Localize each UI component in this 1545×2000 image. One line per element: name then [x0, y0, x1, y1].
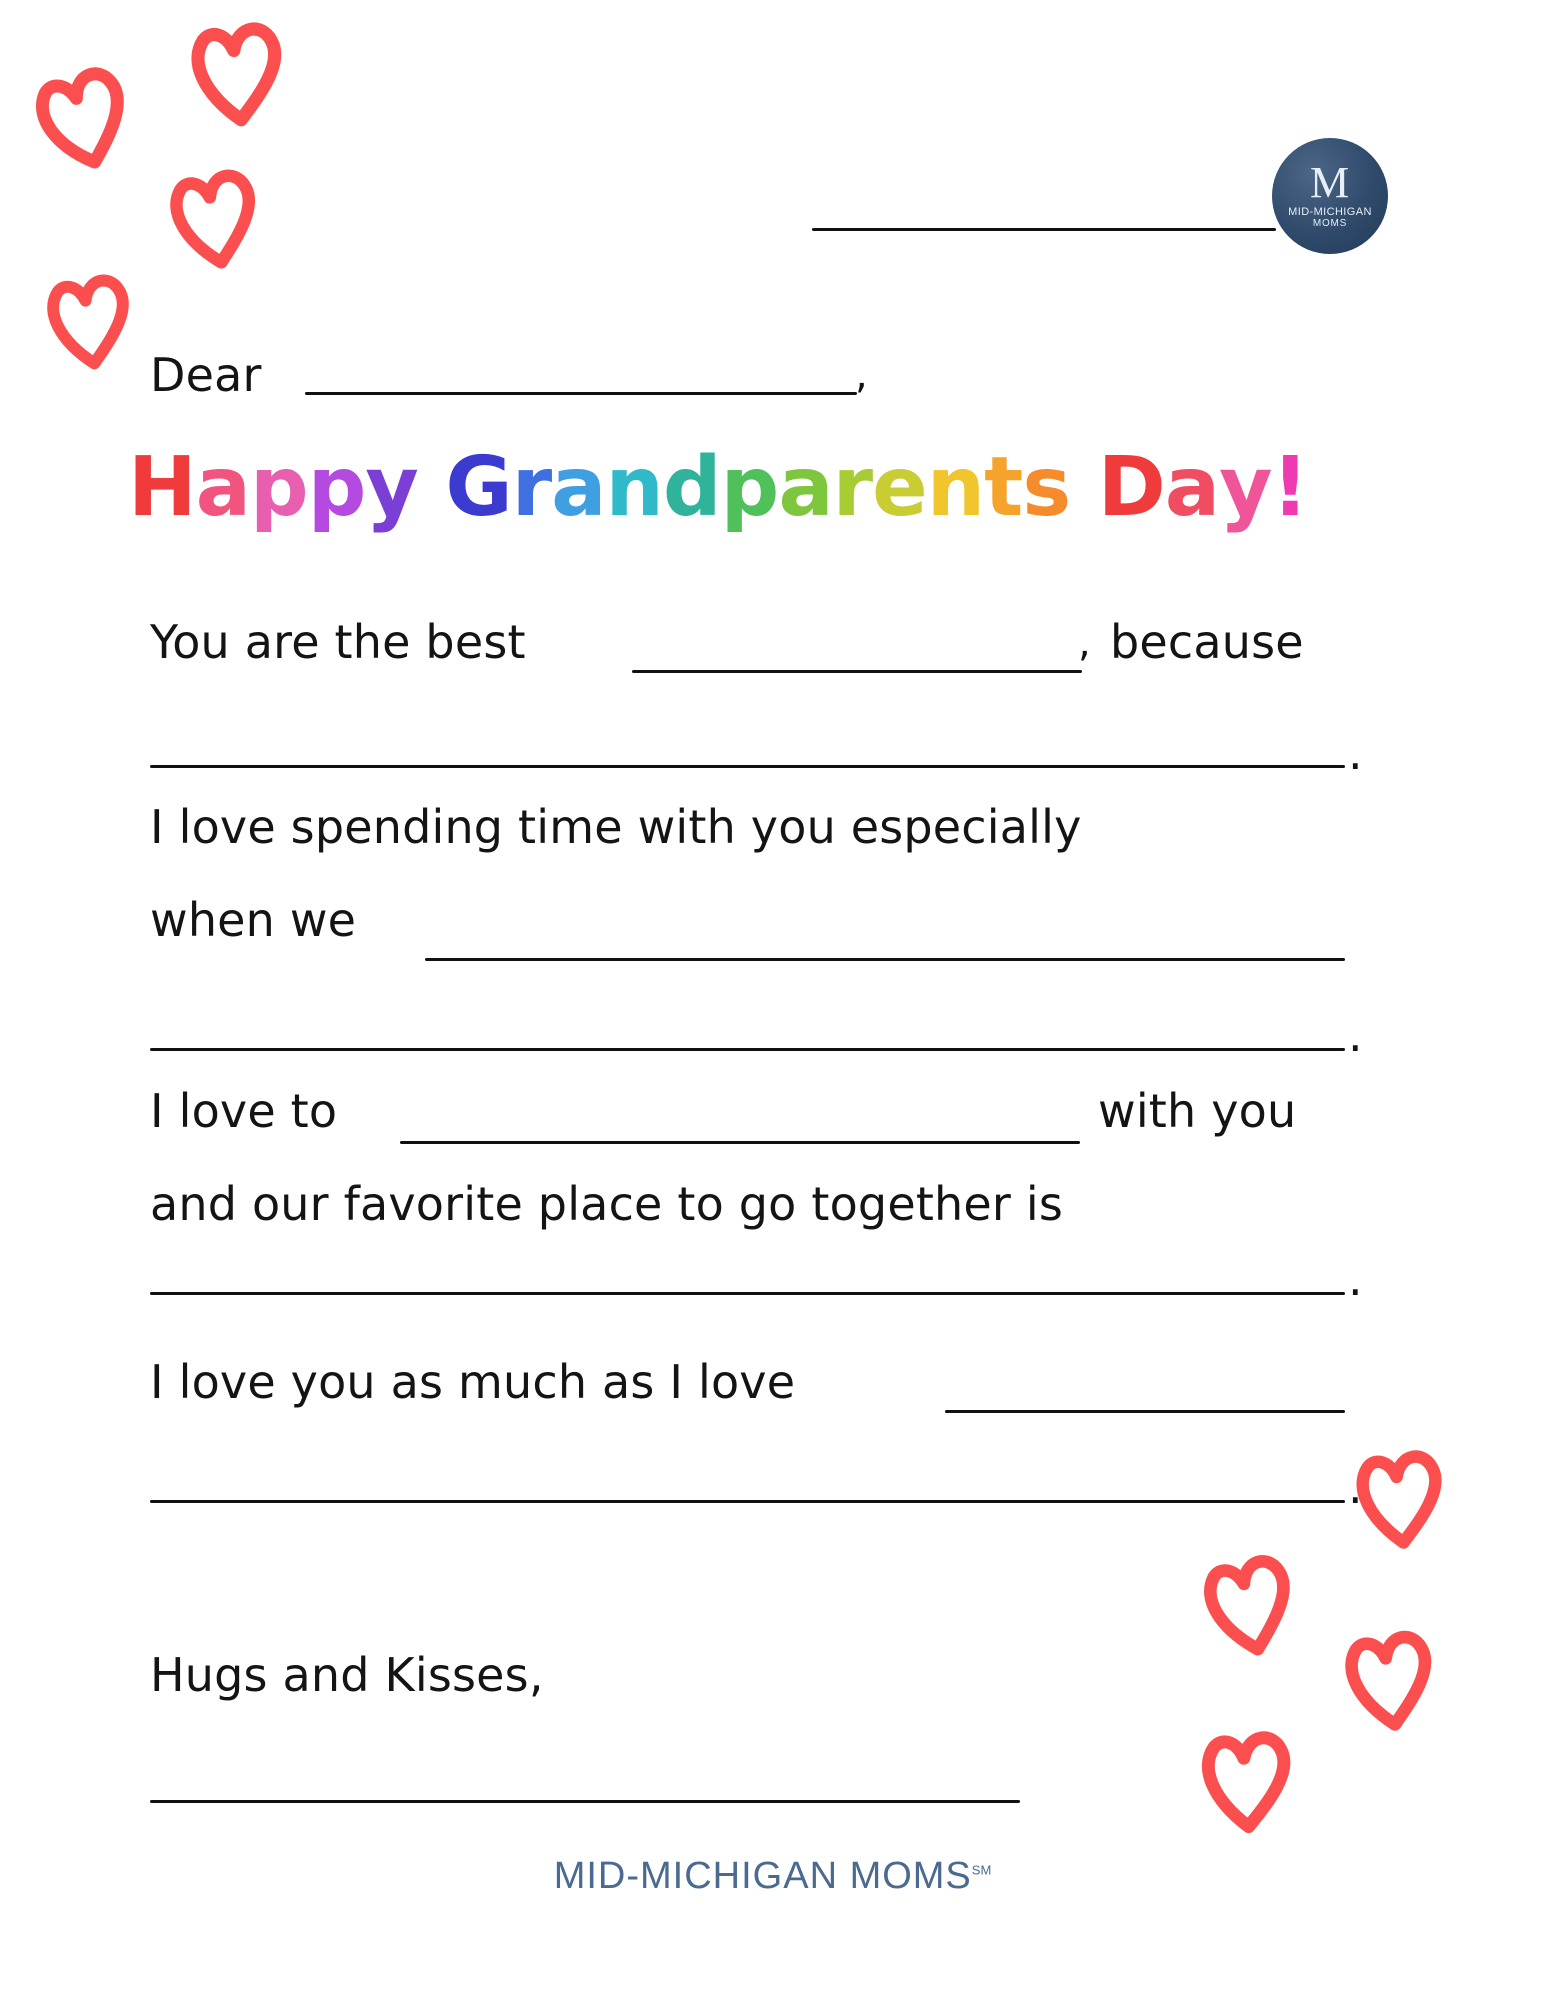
- body-line-3b: with you: [1098, 1084, 1297, 1138]
- logo-line-2: MOMS: [1312, 218, 1348, 230]
- title-letter: d: [662, 440, 721, 535]
- footer-trademark: SM: [971, 1862, 992, 1878]
- title-letter: s: [1022, 440, 1071, 535]
- salutation-comma: ,: [855, 352, 868, 398]
- salutation-label: Dear: [150, 348, 262, 402]
- logo-monogram: M: [1309, 157, 1351, 207]
- blank-best[interactable]: [632, 670, 1082, 673]
- signature-blank[interactable]: [150, 1800, 1020, 1803]
- body-line-2b: when we: [150, 893, 357, 947]
- title-letter: H: [128, 440, 196, 535]
- period-1: .: [1348, 726, 1363, 780]
- blank-when-we-2[interactable]: [150, 1048, 1345, 1051]
- title-letter: [418, 440, 446, 535]
- title-letter: G: [445, 440, 512, 535]
- blank-as-much-as[interactable]: [945, 1410, 1345, 1413]
- title-letter: D: [1097, 440, 1165, 535]
- title-letter: p: [720, 440, 779, 535]
- signoff-text: Hugs and Kisses,: [150, 1648, 544, 1702]
- title-letter: a: [778, 440, 833, 535]
- body-line-2a: I love spending time with you especially: [150, 800, 1082, 854]
- period-2: .: [1348, 1008, 1363, 1062]
- salutation-blank[interactable]: [305, 392, 857, 395]
- blank-when-we[interactable]: [425, 958, 1345, 961]
- logo-line-1: MID-MICHIGAN: [1288, 206, 1372, 219]
- body-line-1b: because: [1110, 615, 1304, 669]
- title-letter: p: [307, 440, 366, 535]
- heart-icon: [148, 149, 286, 295]
- blank-because-1[interactable]: [150, 765, 1345, 768]
- blank-i-love-to[interactable]: [400, 1141, 1080, 1144]
- heart-icon: [1181, 1533, 1324, 1685]
- heart-icon: [1184, 1714, 1315, 1856]
- top-blank-line[interactable]: [812, 228, 1276, 231]
- comma-after-best: ,: [1078, 620, 1091, 666]
- title-letter: r: [832, 440, 873, 535]
- page-title: [128, 440, 1308, 535]
- title-letter: n: [605, 440, 663, 535]
- period-3: .: [1348, 1252, 1363, 1306]
- title-letter: a: [551, 440, 606, 535]
- body-line-3c: and our favorite place to go together is: [150, 1177, 1063, 1231]
- title-letter: e: [872, 440, 927, 535]
- title-letter: !: [1271, 440, 1308, 535]
- title-letter: a: [195, 440, 250, 535]
- title-letter: r: [511, 440, 552, 535]
- body-line-3a: I love to: [150, 1084, 338, 1138]
- body-line-4a: I love you as much as I love: [150, 1355, 796, 1409]
- heart-icon: [26, 256, 157, 394]
- heart-icon: [171, 2, 309, 152]
- heart-icon: [1325, 1611, 1460, 1757]
- footer-wordmark: [0, 1855, 1545, 1898]
- title-letter: y: [365, 440, 418, 535]
- heart-icon: [13, 45, 167, 206]
- title-letter: n: [926, 440, 985, 535]
- footer-wordmark-text: MID-MICHIGAN MOMS: [553, 1855, 972, 1897]
- title-letter: p: [249, 440, 308, 535]
- title-letter: a: [1164, 440, 1220, 535]
- blank-as-much-as-2[interactable]: [150, 1500, 1345, 1503]
- title-letter: y: [1219, 440, 1272, 535]
- title-letter: [1070, 440, 1098, 535]
- body-line-1a: You are the best: [150, 615, 526, 669]
- blank-favorite-place[interactable]: [150, 1292, 1345, 1295]
- title-letter: t: [984, 440, 1023, 535]
- period-4: .: [1348, 1460, 1363, 1514]
- brand-logo: [1272, 138, 1388, 254]
